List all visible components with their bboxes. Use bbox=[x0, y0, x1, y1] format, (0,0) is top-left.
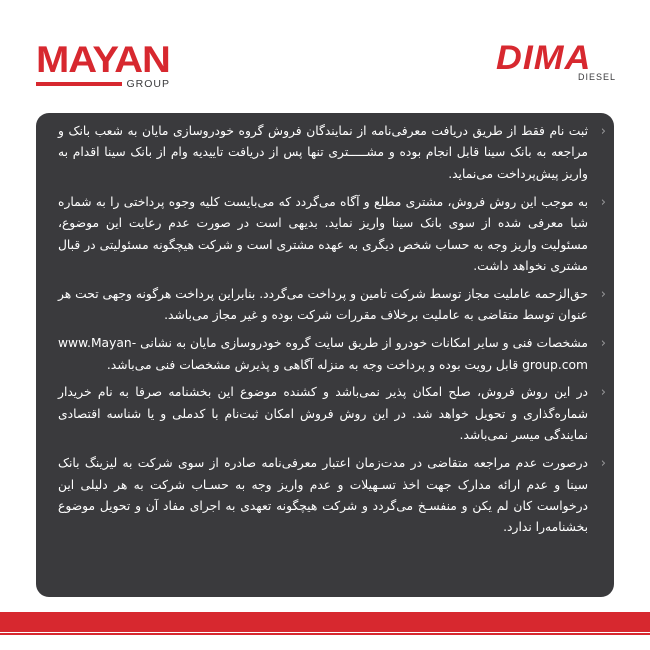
terms-item bbox=[58, 333, 606, 376]
terms-item bbox=[58, 121, 606, 185]
dima-diesel-logo bbox=[496, 39, 616, 82]
footer-red-line bbox=[0, 633, 650, 635]
terms-panel bbox=[36, 113, 614, 597]
terms-item-text: درصورت عدم مراجعه متقاضی در مدت‌زمان اعتبار معرفی‌نامه صادره از سوی شرکت به لیزینگ بانک سینا و عدم ارائه مدارک جهت اخذ تسـهیلات و عدم واریز وجه به حسـاب شرکت به هر دلیلی این درخواست کان لم یکن و منفسـخ می‌گردد و شرکت هیچگونه تعهدی به اجرای مفاد آن و تحویل موضوع بخشنامه‌را ندارد. bbox=[58, 456, 588, 535]
terms-item bbox=[58, 453, 606, 539]
chevron-left-icon: ‹ bbox=[600, 385, 606, 401]
terms-list bbox=[58, 121, 606, 545]
chevron-left-icon: ‹ bbox=[600, 286, 606, 302]
mayan-logo-wordmark: MAYAN bbox=[36, 39, 170, 80]
terms-item-text: ثبت نام فقط از طریق دریافت معرفی‌نامه از نمایندگان فروش گروه خودروسازی مایان به شعب بانک و مراجعه به بانک سینا قابل انجام بوده و مشـــــتری تنها پس از دریافت تاییدیه وام از بانک سینا اقدام به واریز پیش‌پرداخت می‌نماید. bbox=[58, 124, 588, 181]
chevron-left-icon: ‹ bbox=[600, 124, 606, 139]
terms-item-text: به موجب این روش فروش، مشتری مطلع و آگاه می‌گردد که می‌بایست کلیه وجوه پرداختی را به شماره شبا معرفی شده از سوی بانک سینا واریز نماید. بدیهی است در صورت عدم رعایت این موضوع، مسئولیت واریز وجه به حساب شخص دیگری به عهده مشتری است و شرکت هیچگونه مسئولیتی در قبال مشتری نخواهد داشت. bbox=[58, 194, 588, 273]
chevron-left-icon: ‹ bbox=[600, 336, 606, 352]
terms-item-text: حق‌الزحمه عاملیت مجاز توسط شرکت تامین و پرداخت می‌گردد. بنابراین پرداخت هرگونه وجهی تحت هر عنوان توسط متقاضی به عاملیت برخلاف مقررات شرکت بوده و غیر مجاز می‌باشد. bbox=[58, 286, 588, 323]
dima-logo-wordmark: DIMA bbox=[496, 39, 592, 77]
terms-item-text: مشخصات فنی و سایر امکانات خودرو از طریق سایت گروه خودروسازی مایان به نشانی www.Mayan-group.com قابل رویت بوده و پرداخت وجه به منزله آگاهی و پذیرش مشخصات فنی می‌باشد. bbox=[58, 336, 588, 372]
terms-item bbox=[58, 284, 606, 327]
chevron-left-icon: ‹ bbox=[600, 194, 606, 210]
terms-item bbox=[58, 192, 606, 278]
mayan-logo-subtitle: GROUP bbox=[126, 78, 170, 90]
terms-item-text: در این روش فروش، صلح امکان پذیر نمی‌باشد و کشنده موضوع این بخشنامه صرفا به نام خریدار شماره‌گذاری و تحویل خواهد شد. در این روش فروش امکان ثبت‌نام با کدملی و یا شناسه اقتصادی نمایندگی میسر نمی‌باشد. bbox=[58, 385, 588, 443]
footer-red-stripe bbox=[0, 612, 650, 632]
mayan-logo-underline bbox=[36, 82, 122, 86]
terms-item bbox=[58, 382, 606, 446]
dima-logo-subtitle: DIESEL bbox=[577, 72, 616, 82]
chevron-left-icon: ‹ bbox=[600, 456, 606, 472]
mayan-group-logo bbox=[36, 40, 170, 92]
